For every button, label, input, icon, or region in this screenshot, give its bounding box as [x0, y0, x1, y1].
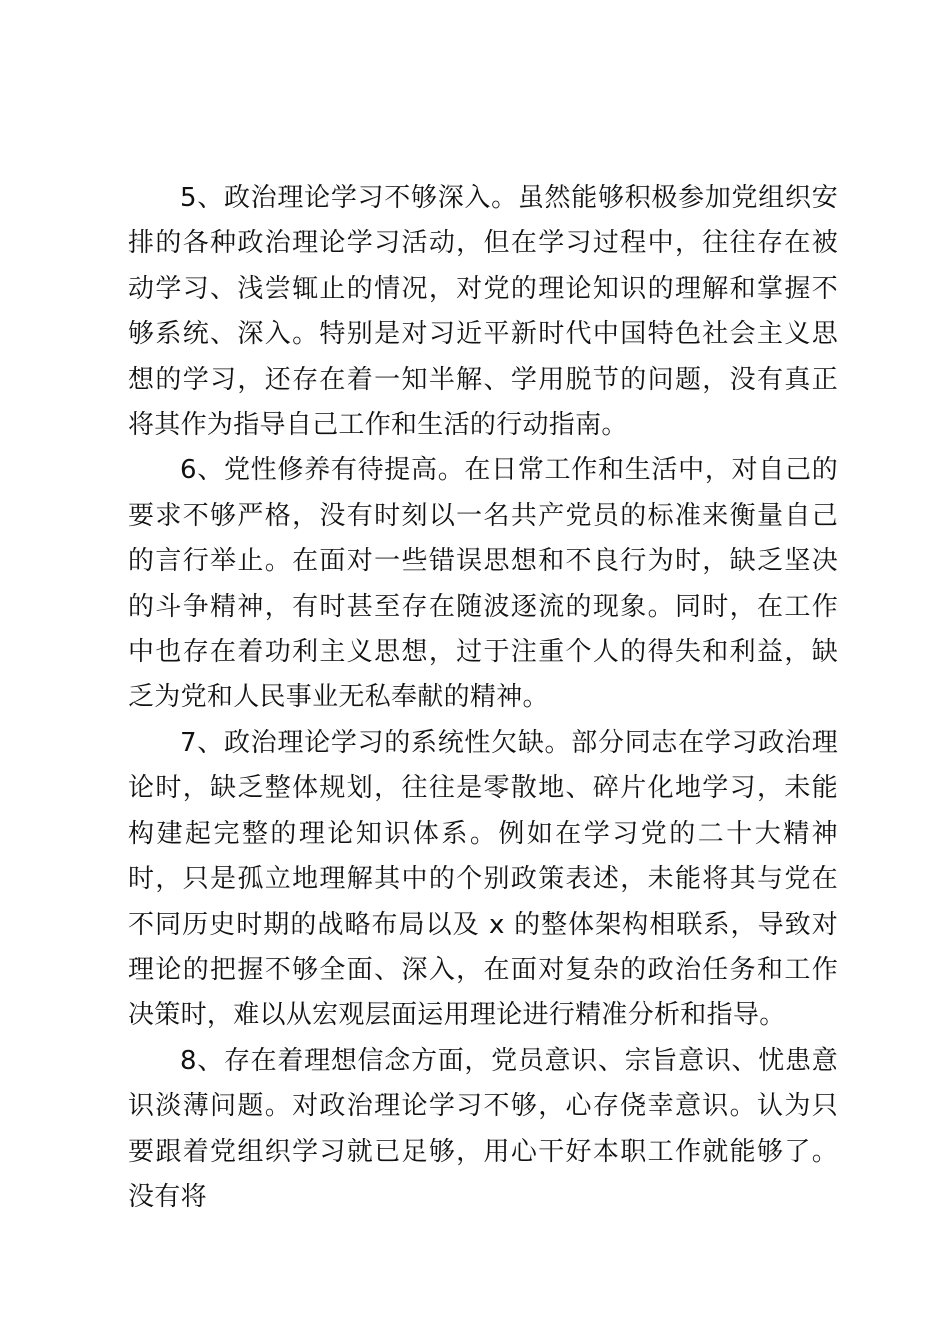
- paragraph-item-6: 6、党性修养有待提高。在日常工作和生活中，对自己的要求不够严格，没有时刻以一名共产党员的标准来衡量自己的言行举止。在面对一些错误思想和不良行为时，缺乏坚决的斗争精神，有时甚至存在随波逐流的现象。同时，在工作中也存在着功利主义思想，过于注重个人的得失和利益，缺乏为党和人民事业无私奉献的精神。: [128, 455, 838, 713]
- paragraph-item-8: 8、存在着理想信念方面，党员意识、宗旨意识、忧患意识淡薄问题。对政治理论学习不够，心存侥幸意识。认为只要跟着党组织学习就已足够，用心干好本职工作就能够了。没有将: [128, 1045, 838, 1212]
- paragraph-item-7: 7、政治理论学习的系统性欠缺。部分同志在学习政治理论时，缺乏整体规划，往往是零散地、碎片化地学习，未能构建起完整的理论知识体系。例如在学习党的二十大精神时，只是孤立地理解其中的个别政策表述，未能将其与党在不同历史时期的战略布局以及 x 的整体架构相联系，导致对理论的把握不够全面、深入，在面对复杂的政治任务和工作决策时，难以从宏观层面运用理论进行精准分析和指导。: [128, 727, 838, 1031]
- document-body: [128, 176, 838, 1220]
- paragraph-item-5: 5、政治理论学习不够深入。虽然能够积极参加党组织安排的各种政治理论学习活动，但在学习过程中，往往存在被动学习、浅尝辄止的情况，对党的理论知识的理解和掌握不够系统、深入。特别是对习近平新时代中国特色社会主义思想的学习，还存在着一知半解、学用脱节的问题，没有真正将其作为指导自己工作和生活的行动指南。: [128, 183, 838, 441]
